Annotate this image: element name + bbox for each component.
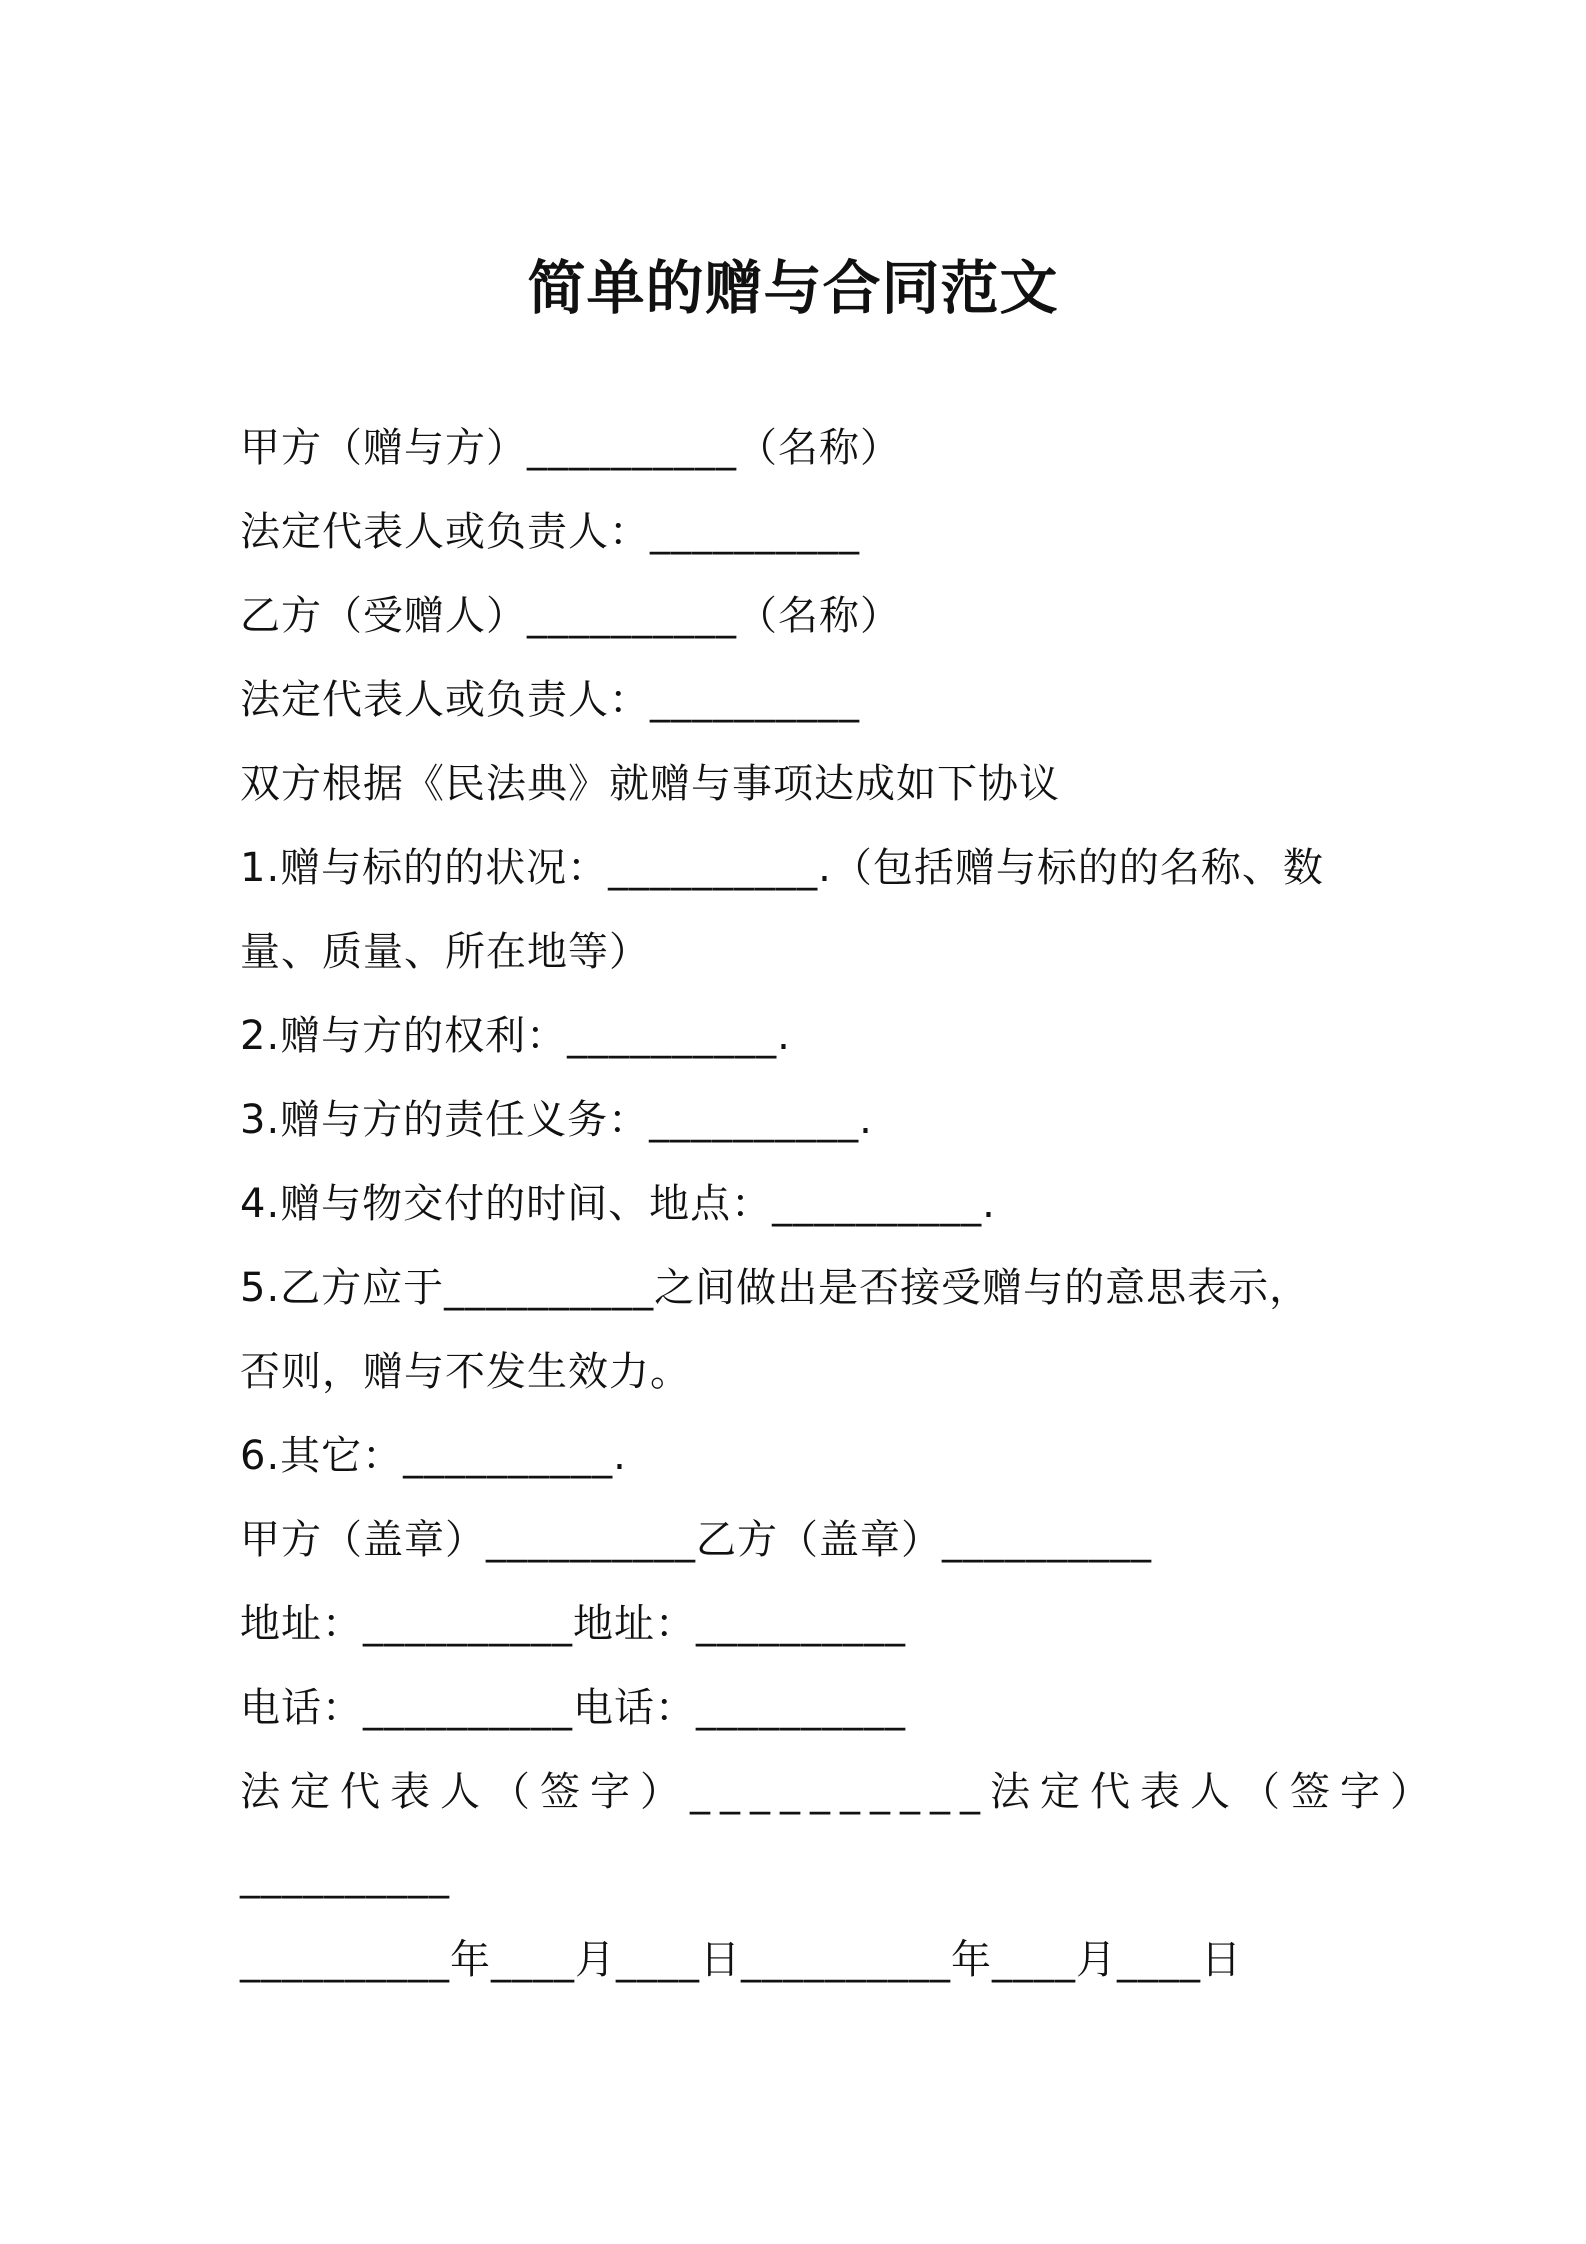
clause-1-line-1: 1.赠与标的的状况：__________.（包括赠与标的的名称、数 — [240, 845, 1324, 891]
clause-6-line: 6.其它：__________. — [240, 1433, 627, 1479]
clause-5-line-1: 5.乙方应于__________之间做出是否接受赠与的意思表示， — [240, 1265, 1311, 1311]
signature-line-1: 法定代表人（签字）__________法定代表人（签字） — [240, 1769, 1440, 1815]
clause-2-line: 2.赠与方的权利：__________. — [240, 1013, 791, 1059]
party-b-line: 乙方（受赠人）__________（名称） — [240, 593, 901, 639]
date-line: __________年____月____日__________年____月____日 — [240, 1937, 1242, 1983]
party-a-line: 甲方（赠与方）__________（名称） — [240, 425, 901, 471]
agreement-intro-line: 双方根据《民法典》就赠与事项达成如下协议 — [240, 761, 1060, 807]
clause-4-line: 4.赠与物交付的时间、地点：__________. — [240, 1181, 996, 1227]
document-title: 简单的赠与合同范文 — [527, 254, 1059, 322]
clause-5-line-2: 否则，赠与不发生效力。 — [240, 1349, 691, 1395]
signature-line-2: __________ — [240, 1853, 450, 1899]
document-body — [240, 406, 1440, 2002]
seal-line: 甲方（盖章）__________乙方（盖章）__________ — [240, 1517, 1152, 1563]
party-b-representative-line: 法定代表人或负责人：__________ — [240, 677, 860, 723]
clause-1-line-2: 量、质量、所在地等） — [240, 929, 650, 975]
party-a-representative-line: 法定代表人或负责人：__________ — [240, 509, 860, 555]
clause-3-line: 3.赠与方的责任义务：__________. — [240, 1097, 873, 1143]
address-line: 地址：__________地址：__________ — [240, 1601, 906, 1647]
phone-line: 电话：__________电话：__________ — [240, 1685, 906, 1731]
